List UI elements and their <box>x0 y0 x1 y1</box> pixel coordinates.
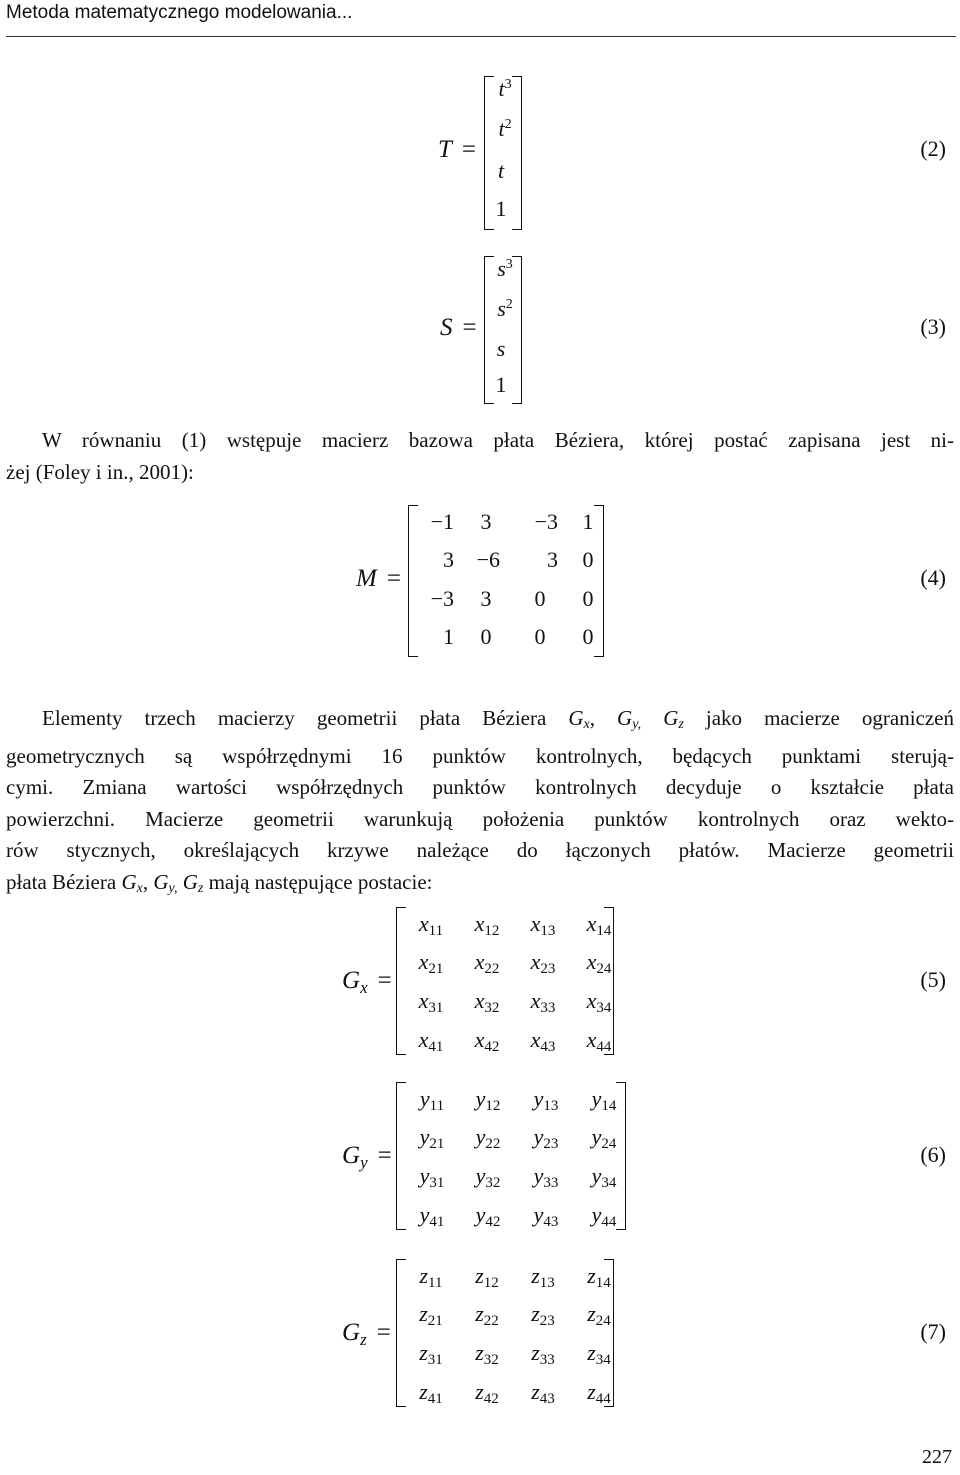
left-bracket <box>396 1259 406 1407</box>
matrix-cell: $z_{32}$ <box>475 1340 499 1368</box>
equation-3 <box>0 252 960 402</box>
matrix-cell: 0 <box>534 586 546 611</box>
matrix-cell: 0 <box>534 624 546 649</box>
equation-7 <box>0 1257 960 1407</box>
left-bracket <box>396 1082 406 1230</box>
matrix-cell: $z_{42}$ <box>475 1379 499 1407</box>
vector-cell: s <box>496 336 506 361</box>
matrix-cell: −3 <box>534 509 558 534</box>
text-line: Elementy trzech macierzy geometrii płata Béziera $G_x$, $G_{y,}$ $G_z$ jako macierze ograniczeń <box>42 706 954 732</box>
equation-4-lhs <box>356 565 401 593</box>
equation-2-lhs <box>438 136 476 164</box>
lhs-symbol: G <box>342 1319 361 1346</box>
page-number: 227 <box>922 1446 952 1468</box>
matrix-cell: $y_{34}$ <box>591 1163 617 1191</box>
matrix-cell: 3 <box>443 547 454 572</box>
equals-sign: = <box>377 967 392 994</box>
left-bracket <box>396 907 406 1055</box>
equals-sign: = <box>376 1319 391 1346</box>
matrix-cell: $y_{14}$ <box>591 1086 617 1114</box>
lhs-symbol: T <box>438 136 452 163</box>
matrix-cell: $y_{32}$ <box>475 1163 501 1191</box>
matrix-cell: $y_{42}$ <box>475 1202 501 1230</box>
lhs-subscript: y <box>360 1153 368 1172</box>
matrix-cell: $z_{14}$ <box>587 1263 611 1291</box>
matrix-cell: $y_{13}$ <box>533 1086 559 1114</box>
matrix-cell: $x_{12}$ <box>474 911 500 939</box>
vector-cell: 1 <box>495 196 507 221</box>
equals-sign: = <box>377 1142 392 1169</box>
matrix-cell: $z_{31}$ <box>419 1340 443 1368</box>
matrix-cell: $x_{32}$ <box>474 988 500 1016</box>
matrix-cell: −3 <box>430 586 454 611</box>
matrix-cell: $x_{13}$ <box>530 911 556 939</box>
text-line: cymi. Zmiana wartości współrzędnych punktów kontrolnych decyduje o kształcie płata <box>6 775 954 799</box>
matrix-cell: $x_{33}$ <box>530 988 556 1016</box>
paragraph-2 <box>6 703 954 904</box>
lhs-subscript: z <box>360 1330 367 1349</box>
equation-5-lhs <box>342 967 392 998</box>
matrix-cell: $y_{43}$ <box>533 1202 559 1230</box>
equation-2 <box>0 72 960 232</box>
lhs-subscript: x <box>360 978 368 997</box>
matrix-cell: −1 <box>430 509 454 534</box>
equation-4 <box>0 503 960 659</box>
matrix-cell: 0 <box>582 624 594 649</box>
matrix-cell: 1 <box>443 624 454 649</box>
equation-number: (3) <box>920 314 946 339</box>
matrix-cell: $z_{21}$ <box>419 1301 443 1329</box>
lhs-symbol: M <box>356 565 377 592</box>
paragraph-1 <box>6 425 954 488</box>
lhs-symbol: G <box>342 1142 361 1169</box>
matrix-cell: $x_{31}$ <box>418 988 444 1016</box>
matrix-cell: $x_{24}$ <box>586 949 612 977</box>
equals-sign: = <box>386 565 401 592</box>
equation-7-lhs <box>342 1319 391 1350</box>
matrix-cell: $x_{14}$ <box>586 911 612 939</box>
matrix-cell: $x_{41}$ <box>418 1027 444 1055</box>
matrix-cell: $z_{44}$ <box>587 1379 611 1407</box>
equation-number: (7) <box>920 1319 946 1344</box>
equals-sign: = <box>461 136 477 163</box>
text-line: geometrycznych są współrzędnymi 16 punktów kontrolnych, będących punktami sterują- <box>6 743 954 768</box>
equation-number: (6) <box>920 1142 946 1167</box>
matrix-cell: $x_{42}$ <box>474 1027 500 1055</box>
equals-sign: = <box>462 314 477 341</box>
matrix-cell: $y_{31}$ <box>419 1163 445 1191</box>
equation-6 <box>0 1080 960 1230</box>
equation-5 <box>0 905 960 1055</box>
matrix-cell: $z_{23}$ <box>531 1301 555 1329</box>
matrix-cell: 0 <box>582 547 594 572</box>
text-line: żej (Foley i in., 2001): <box>6 459 194 484</box>
vector-cell: $t^3$ <box>498 76 512 101</box>
matrix-cell: 3 <box>480 509 492 534</box>
matrix-cell: $y_{24}$ <box>591 1124 617 1152</box>
matrix-cell: $z_{11}$ <box>419 1263 443 1291</box>
matrix-cell: $x_{34}$ <box>586 988 612 1016</box>
vector-cell: t <box>497 158 505 183</box>
lhs-symbol: S <box>440 314 453 341</box>
equation-number: (2) <box>920 136 946 161</box>
matrix-cell: $y_{21}$ <box>419 1124 445 1152</box>
lhs-symbol: G <box>342 967 361 994</box>
running-header: Metoda matematycznego modelowania... <box>6 2 353 23</box>
matrix-cell: $y_{12}$ <box>475 1086 501 1114</box>
matrix-cell: $y_{44}$ <box>591 1202 617 1230</box>
matrix-cell: 1 <box>582 509 594 534</box>
matrix-cell: $x_{23}$ <box>530 949 556 977</box>
matrix-cell: $x_{22}$ <box>474 949 500 977</box>
matrix-cell: −6 <box>476 547 500 572</box>
matrix-cell: $x_{21}$ <box>418 949 444 977</box>
equation-number: (5) <box>920 967 946 992</box>
text-line: płata Béziera $G_x$, $G_{y,}$ $G_z$ mają następujące postacie: <box>6 869 433 896</box>
matrix-cell: $y_{22}$ <box>475 1124 501 1152</box>
matrix-cell: $x_{11}$ <box>418 911 444 939</box>
matrix-cell: $y_{41}$ <box>419 1202 445 1230</box>
text-line: W równaniu (1) wstępuje macierz bazowa płata Béziera, której postać zapisana jest ni- <box>42 428 954 452</box>
matrix-cell: 0 <box>582 586 594 611</box>
equation-3-lhs <box>440 314 477 342</box>
vector-cell: $s^3$ <box>497 256 513 281</box>
matrix-cell: $z_{22}$ <box>475 1301 499 1329</box>
matrix-cell: $z_{33}$ <box>531 1340 555 1368</box>
vector-cell: $t^2$ <box>498 116 512 141</box>
matrix-cell: $z_{41}$ <box>419 1379 443 1407</box>
matrix-cell: $z_{34}$ <box>587 1340 611 1368</box>
text-line: rów stycznych, określających krzywe należące do łączonych płatów. Macierze geometrii <box>6 838 954 862</box>
matrix-cell: $z_{24}$ <box>587 1301 611 1329</box>
matrix-cell: 0 <box>480 624 492 649</box>
matrix-cell: 3 <box>480 586 492 611</box>
matrix-cell: $y_{11}$ <box>419 1086 445 1114</box>
matrix-cell: $x_{43}$ <box>530 1027 556 1055</box>
matrix-cell: $y_{33}$ <box>533 1163 559 1191</box>
matrix-cell: $z_{12}$ <box>475 1263 499 1291</box>
vector-cell: $s^2$ <box>497 296 513 321</box>
vector-cell: 1 <box>495 372 507 397</box>
matrix-cell: $z_{13}$ <box>531 1263 555 1291</box>
matrix-cell: $y_{23}$ <box>533 1124 559 1152</box>
matrix-cell: 3 <box>547 547 558 572</box>
matrix-cell: $x_{44}$ <box>586 1027 612 1055</box>
header-rule <box>6 36 956 37</box>
equation-6-lhs <box>342 1142 392 1173</box>
matrix-cell: $z_{43}$ <box>531 1379 555 1407</box>
text-line: powierzchni. Macierze geometrii warunkują położenia punktów kontrolnych oraz wekto- <box>6 806 954 831</box>
equation-number: (4) <box>920 565 946 590</box>
